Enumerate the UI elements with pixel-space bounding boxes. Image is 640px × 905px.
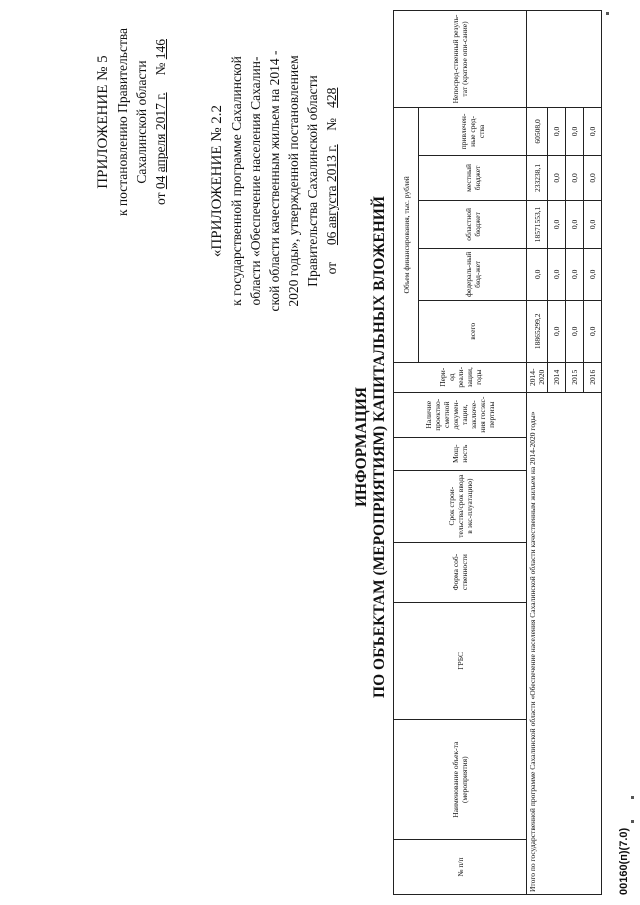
title-line2: ПО ОБЪЕКТАМ (МЕРОПРИЯТИЯМ) КАПИТАЛЬНЫХ ВЛОЖЕНИЙ <box>371 196 388 698</box>
num-label: № <box>324 117 339 131</box>
document-title <box>353 7 389 887</box>
col-grbs-header: ГРБС <box>394 602 527 720</box>
local-cell: 233238,1 <box>527 155 548 200</box>
col-total-header: всего <box>419 300 527 362</box>
appendix-22-line: к государственной программе Сахалинской <box>229 56 244 306</box>
federal-cell: 0,0 <box>584 248 602 300</box>
local-cell: 0,0 <box>584 155 602 200</box>
appendix-5-block <box>94 0 170 253</box>
attracted-cell: 0,0 <box>584 107 602 155</box>
col-result-header: Непосред-ственный резуль-тат (краткое опи-сание) <box>394 11 527 108</box>
decree-number: 146 <box>153 39 168 60</box>
attracted-cell: 0,0 <box>548 107 566 155</box>
col-name-header: Наименование объек-та (мероприятия) <box>394 720 527 840</box>
local-cell: 0,0 <box>566 155 584 200</box>
period-cell: 2015 <box>566 362 584 392</box>
footer-code: 00160(п)(7.0) <box>618 827 630 895</box>
total-cell: 0,0 <box>548 300 566 362</box>
date: 06 августа 2013 г. <box>324 144 339 246</box>
decree-number: 428 <box>324 87 339 108</box>
header-row-1 <box>394 11 419 895</box>
date-prefix: от <box>324 261 339 275</box>
appendix-22-line: ской области качественным жильем на 2014 - <box>267 50 282 312</box>
scan-speck <box>606 12 609 15</box>
title-line1: ИНФОРМАЦИЯ <box>353 387 370 507</box>
col-num-header: № п/п <box>394 840 527 895</box>
total-label-cell: Итого по государственной программе Сахалинской области «Обеспечение населения Сахалинской области качественным жильем на 2014-2020 годы» <box>527 392 602 894</box>
table-row <box>527 11 548 895</box>
total-cell: 18865299,2 <box>527 300 548 362</box>
attracted-cell: 0,0 <box>566 107 584 155</box>
appendix-22-line: Правительства Сахалинской области <box>305 75 320 287</box>
col-regional-header: областной бюджет <box>419 200 527 248</box>
col-federal-header: федераль-ный бюд-жет <box>419 248 527 300</box>
period-cell: 2014 <box>548 362 566 392</box>
appendix-5-line1: к постановлению Правительства <box>115 27 130 217</box>
col-power-header: Мощ-ность <box>394 437 527 470</box>
date-month-year: апреля 2017 г. <box>153 92 168 173</box>
capital-investments-table <box>393 10 602 895</box>
appendix-22-line: 2020 годы», утвержденной постановлением <box>286 55 301 307</box>
appendix-5-title: ПРИЛОЖЕНИЕ № 5 <box>95 55 111 189</box>
col-attracted-header: привлечен-ные сред-ства <box>419 107 527 155</box>
local-cell: 0,0 <box>548 155 566 200</box>
appendix-5-line2: Сахалинской области <box>134 60 149 184</box>
appendix-22-date-line <box>322 0 341 371</box>
appendix-5-date-line <box>151 0 170 253</box>
col-ownership-header: Форма соб-ственности <box>394 542 527 602</box>
regional-cell: 18571553,1 <box>527 200 548 248</box>
col-term-header: Срок строи-тельства/срок ввода в экс-плуатацию) <box>394 470 527 542</box>
federal-cell: 0,0 <box>566 248 584 300</box>
attracted-cell: 60508,0 <box>527 107 548 155</box>
total-cell: 0,0 <box>584 300 602 362</box>
scan-speck <box>631 796 634 799</box>
regional-cell: 0,0 <box>584 200 602 248</box>
period-cell: 2014-2020 <box>527 362 548 392</box>
date-day: 04 <box>153 175 168 190</box>
num-label: № <box>153 62 168 76</box>
total-cell: 0,0 <box>566 300 584 362</box>
regional-cell: 0,0 <box>548 200 566 248</box>
appendix-22-block <box>208 0 341 371</box>
period-cell: 2016 <box>584 362 602 392</box>
federal-cell: 0,0 <box>548 248 566 300</box>
federal-cell: 0,0 <box>527 248 548 300</box>
regional-cell: 0,0 <box>566 200 584 248</box>
col-docs-header: Наличие проектно-сметной докумен-тации, заключе-ния госэкс-пертизы <box>394 392 527 437</box>
scan-speck <box>631 820 634 823</box>
date-prefix: от <box>153 192 168 205</box>
col-local-header: местный бюджет <box>419 155 527 200</box>
result-cell <box>527 11 602 108</box>
col-funding-header: Объем финансирования, тыс. рублей <box>394 107 419 362</box>
col-period-header: Пери-од реали-зации, годы <box>394 362 527 392</box>
appendix-22-line: области «Обеспечение населения Сахалин- <box>248 56 263 306</box>
appendix-22-title: «ПРИЛОЖЕНИЕ № 2.2 <box>209 104 225 258</box>
